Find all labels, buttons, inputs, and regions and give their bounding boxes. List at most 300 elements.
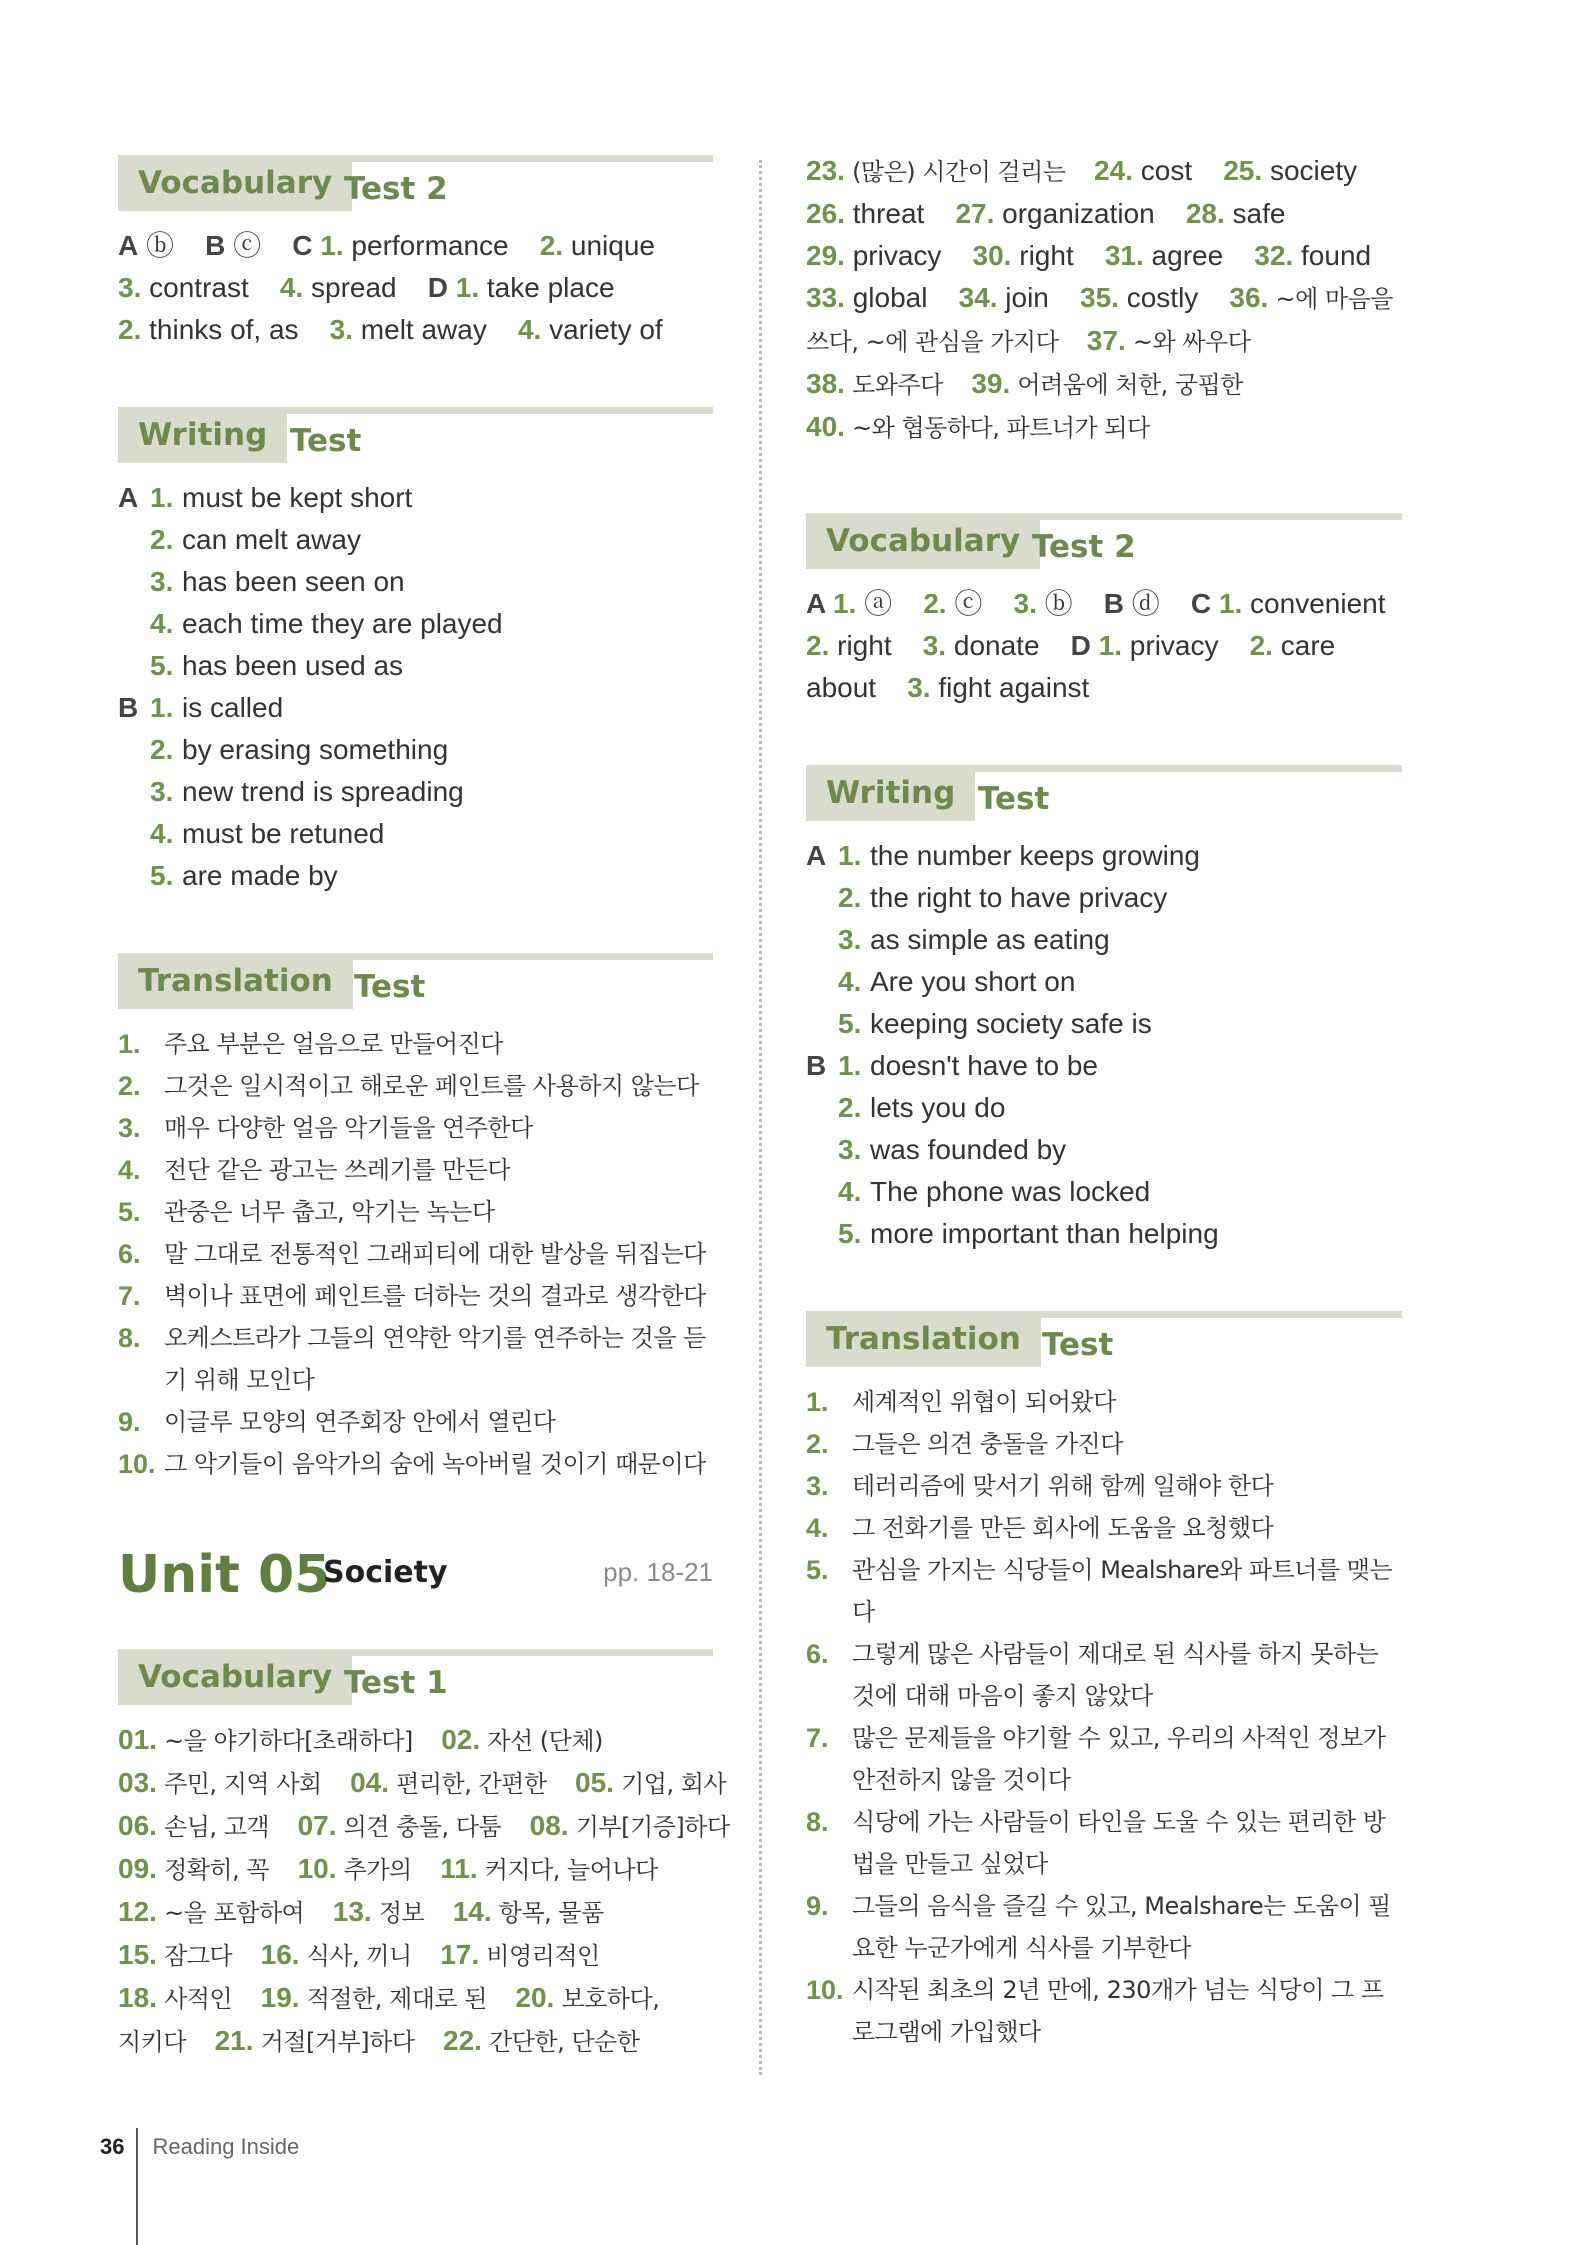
answer-text: has been used as bbox=[182, 650, 404, 681]
translation-item bbox=[118, 1191, 713, 1233]
item-number: 02. bbox=[441, 1724, 481, 1755]
translation-item bbox=[118, 1065, 713, 1107]
part-letter bbox=[806, 1087, 838, 1129]
answer-text: privacy bbox=[844, 240, 973, 271]
translation-text: 주요 부분은 얼음으로 만들어진다 bbox=[164, 1030, 503, 1058]
item-number: 1. bbox=[806, 1387, 829, 1417]
answer-line bbox=[118, 1848, 713, 1891]
answer-line bbox=[118, 1805, 730, 1848]
vocab-test2-section bbox=[118, 155, 713, 351]
item-number: 30. bbox=[972, 240, 1012, 271]
answer-text: organization bbox=[994, 198, 1186, 229]
answer-text: each time they are played bbox=[182, 608, 503, 639]
item-number: 3. bbox=[118, 1113, 141, 1143]
item-number: 13. bbox=[332, 1896, 372, 1927]
translation-item bbox=[118, 1233, 713, 1275]
section-tag: Translation bbox=[118, 953, 353, 1009]
answer-text: ⓒ bbox=[946, 588, 1014, 619]
translation-item bbox=[118, 1317, 713, 1401]
part-letter: A bbox=[806, 840, 827, 871]
answer-text: costly bbox=[1118, 282, 1230, 313]
vocab-test2-section bbox=[806, 513, 1402, 709]
answer-text: has been seen on bbox=[182, 566, 405, 597]
part-letter: B bbox=[806, 1050, 827, 1081]
answer-text: by erasing something bbox=[182, 734, 449, 765]
writing-item bbox=[806, 961, 1402, 1003]
section-test-label: Test 1 bbox=[344, 1665, 448, 1701]
answer-line bbox=[806, 625, 1402, 667]
item-number: 4. bbox=[118, 1155, 141, 1185]
translation-text: 매우 다양한 얼음 악기들을 연주한다 bbox=[164, 1114, 533, 1142]
item-number: 9. bbox=[806, 1891, 829, 1921]
translation-item bbox=[118, 1443, 713, 1485]
item-number: 2. bbox=[1249, 630, 1273, 661]
item-number: 07. bbox=[297, 1810, 337, 1841]
answer-lines bbox=[118, 225, 713, 351]
writing-item bbox=[118, 477, 713, 519]
part-letter bbox=[118, 603, 150, 645]
item-number: 4. bbox=[150, 608, 174, 639]
answer-text: new trend is spreading bbox=[182, 776, 464, 807]
section-test-label: Test bbox=[290, 423, 362, 459]
item-number: 21. bbox=[214, 2025, 254, 2056]
writing-items bbox=[806, 835, 1402, 1255]
answer-text: society bbox=[1262, 155, 1358, 186]
translation-text: 그 전화기를 만든 회사에 도움을 요청했다 bbox=[852, 1514, 1274, 1542]
answer-line bbox=[806, 193, 1402, 235]
item-number: 5. bbox=[806, 1555, 829, 1585]
answer-text: 사적인 bbox=[156, 1985, 261, 2013]
answer-line bbox=[806, 583, 1402, 625]
answer-text: thinks of, as bbox=[141, 314, 330, 345]
item-number: 1. bbox=[825, 588, 857, 619]
answer-line bbox=[118, 1934, 713, 1977]
book-title: Reading Inside bbox=[152, 2134, 300, 2159]
answer-text: 손님, 고객 bbox=[156, 1813, 298, 1841]
answer-text: 간단한, 단순한 bbox=[481, 2028, 640, 2056]
item-number: 3. bbox=[922, 630, 947, 661]
translation-item bbox=[118, 1023, 713, 1065]
writing-section bbox=[806, 765, 1402, 1255]
item-number: 20. bbox=[515, 1982, 555, 2013]
part-letter: D bbox=[1070, 630, 1091, 661]
translation-items bbox=[806, 1381, 1402, 2053]
translation-text: 테러리즘에 맞서기 위해 함께 일해야 한다 bbox=[852, 1472, 1274, 1500]
item-number: 8. bbox=[806, 1807, 829, 1837]
part-letter bbox=[806, 1171, 838, 1213]
item-number: 35. bbox=[1080, 282, 1119, 313]
part-letter: C bbox=[292, 230, 313, 261]
translation-text: 식당에 가는 사람들이 타인을 도울 수 있는 편리한 방법을 만들고 싶었다 bbox=[852, 1808, 1386, 1878]
translation-text: 이글루 모양의 연주회장 안에서 열린다 bbox=[164, 1408, 556, 1436]
section-header bbox=[118, 407, 713, 467]
item-number: 1. bbox=[150, 692, 174, 723]
item-number: 1. bbox=[312, 230, 344, 261]
section-header bbox=[806, 765, 1402, 825]
item-number: 10. bbox=[297, 1853, 337, 1884]
item-number: 22. bbox=[443, 2025, 482, 2056]
item-number: 06. bbox=[118, 1810, 157, 1841]
answer-text: threat bbox=[844, 198, 956, 229]
item-number: 2. bbox=[150, 524, 174, 555]
item-number: 26. bbox=[806, 198, 845, 229]
section-tag: Translation bbox=[806, 1311, 1041, 1367]
item-number: 3. bbox=[907, 672, 931, 703]
answer-text: ~와 싸우다 bbox=[1125, 328, 1251, 356]
item-number: 15. bbox=[118, 1939, 157, 1970]
item-number: 25. bbox=[1223, 155, 1263, 186]
answer-text: safe bbox=[1224, 198, 1286, 229]
translation-text: 세계적인 위협이 되어왔다 bbox=[852, 1388, 1116, 1416]
item-number: 4. bbox=[838, 1176, 862, 1207]
part-letter bbox=[118, 645, 150, 687]
item-number: 8. bbox=[118, 1323, 141, 1353]
answer-text: 보호하다, bbox=[554, 1985, 660, 2013]
item-number: 2. bbox=[838, 882, 862, 913]
answer-text: found bbox=[1293, 240, 1372, 271]
section-test-label: Test bbox=[978, 781, 1050, 817]
section-test-label: Test 2 bbox=[1032, 529, 1136, 565]
writing-item bbox=[118, 561, 713, 603]
item-number: 40. bbox=[806, 411, 845, 442]
translation-item bbox=[806, 1717, 1402, 1801]
answer-line bbox=[806, 150, 1402, 193]
item-number: 4. bbox=[279, 272, 304, 303]
translation-items bbox=[118, 1023, 713, 1485]
part-letter bbox=[118, 519, 150, 561]
part-letter bbox=[806, 961, 838, 1003]
answer-text: 비영리적인 bbox=[479, 1942, 600, 1970]
answer-text: convenient bbox=[1242, 588, 1386, 619]
answer-text: ⓐ bbox=[856, 588, 924, 619]
item-number: 16. bbox=[260, 1939, 300, 1970]
answer-text: ~을 야기하다[초래하다] bbox=[156, 1727, 442, 1755]
unit-title: Unit 05 bbox=[118, 1545, 331, 1605]
translation-text: 관심을 가지는 식당들이 Mealshare와 파트너를 맺는다 bbox=[852, 1556, 1393, 1626]
item-number: 5. bbox=[838, 1218, 862, 1249]
translation-section bbox=[806, 1311, 1402, 2053]
writing-section bbox=[118, 407, 713, 897]
answer-text: 항목, 물품 bbox=[491, 1899, 604, 1927]
writing-item bbox=[806, 1087, 1402, 1129]
answer-text: is called bbox=[182, 692, 284, 723]
left-column bbox=[118, 155, 730, 2119]
writing-item bbox=[806, 1171, 1402, 1213]
answer-text: ⓒ bbox=[225, 230, 293, 261]
answer-line bbox=[806, 363, 1402, 406]
item-number: 4. bbox=[806, 1513, 829, 1543]
item-number: 1. bbox=[1211, 588, 1243, 619]
item-number: 10. bbox=[118, 1449, 156, 1479]
translation-item bbox=[806, 1885, 1402, 1969]
section-tag: Writing bbox=[118, 407, 287, 463]
item-number: 4. bbox=[838, 966, 862, 997]
section-header bbox=[806, 513, 1402, 573]
answer-text: was founded by bbox=[870, 1134, 1067, 1165]
item-number: 19. bbox=[260, 1982, 300, 2013]
answer-line bbox=[118, 225, 713, 267]
answer-text: 의견 충돌, 다툼 bbox=[336, 1813, 530, 1841]
section-tag: Vocabulary bbox=[118, 1649, 352, 1705]
item-number: 11. bbox=[440, 1853, 478, 1884]
item-number: 03. bbox=[118, 1767, 157, 1798]
unit-pages: pp. 18-21 bbox=[603, 1557, 713, 1587]
answer-text: 주민, 지역 사회 bbox=[156, 1770, 351, 1798]
answer-text: 어려움에 처한, 궁핍한 bbox=[1010, 371, 1243, 399]
writing-item bbox=[806, 1003, 1402, 1045]
translation-item bbox=[806, 1801, 1402, 1885]
answer-text: 정확히, 꼭 bbox=[156, 1856, 298, 1884]
answer-lines bbox=[118, 1719, 730, 2063]
writing-item bbox=[118, 645, 713, 687]
answer-text: the right to have privacy bbox=[870, 882, 1168, 913]
translation-text: 벽이나 표면에 페인트를 더하는 것의 결과로 생각한다 bbox=[164, 1282, 706, 1310]
item-number: 4. bbox=[517, 314, 542, 345]
part-letter bbox=[806, 1003, 838, 1045]
item-number: 10. bbox=[806, 1975, 844, 2005]
part-letter bbox=[806, 919, 838, 961]
item-number: 1. bbox=[838, 840, 862, 871]
answer-text: about bbox=[806, 672, 908, 703]
item-number: 1. bbox=[447, 272, 480, 303]
translation-item bbox=[118, 1149, 713, 1191]
answer-text: 잠그다 bbox=[156, 1942, 261, 1970]
translation-text: 그들은 의견 충돌을 가진다 bbox=[852, 1430, 1123, 1458]
item-number: 3. bbox=[838, 1134, 862, 1165]
answer-text: agree bbox=[1143, 240, 1255, 271]
answer-text: more important than helping bbox=[870, 1218, 1219, 1249]
answer-text: 지키다 bbox=[118, 2028, 215, 2056]
translation-text: 관중은 너무 춥고, 악기는 녹는다 bbox=[164, 1198, 495, 1226]
item-number: 2. bbox=[923, 588, 947, 619]
answer-lines bbox=[806, 150, 1402, 449]
translation-item bbox=[806, 1969, 1402, 2053]
answer-text: The phone was locked bbox=[870, 1176, 1151, 1207]
item-number: 2. bbox=[150, 734, 174, 765]
part-letter: B bbox=[205, 230, 226, 261]
writing-item bbox=[118, 771, 713, 813]
answer-line bbox=[806, 406, 1402, 449]
answer-text: doesn't have to be bbox=[870, 1050, 1098, 1081]
item-number: 2. bbox=[806, 1429, 829, 1459]
item-number: 9. bbox=[118, 1407, 141, 1437]
writing-item bbox=[118, 729, 713, 771]
item-number: 6. bbox=[118, 1239, 141, 1269]
item-number: 33. bbox=[806, 282, 845, 313]
vocab-test1-section bbox=[118, 1649, 730, 2063]
writing-item bbox=[806, 835, 1402, 877]
item-number: 01. bbox=[118, 1724, 157, 1755]
answer-text: ⓑ bbox=[1036, 588, 1104, 619]
item-number: 31. bbox=[1104, 240, 1144, 271]
translation-item bbox=[806, 1507, 1402, 1549]
item-number: 1. bbox=[1090, 630, 1123, 661]
item-number: 2. bbox=[118, 1071, 141, 1101]
item-number: 17. bbox=[440, 1939, 480, 1970]
column-divider bbox=[759, 160, 762, 2075]
translation-item bbox=[118, 1107, 713, 1149]
item-number: 05. bbox=[575, 1767, 614, 1798]
answer-text: ⓓ bbox=[1124, 588, 1191, 619]
translation-section bbox=[118, 953, 713, 1485]
translation-item bbox=[806, 1423, 1402, 1465]
answer-text: unique bbox=[563, 230, 655, 261]
item-number: 1. bbox=[838, 1050, 862, 1081]
item-number: 2. bbox=[838, 1092, 862, 1123]
answer-text: 적절한, 제대로 된 bbox=[299, 1985, 516, 2013]
item-number: 7. bbox=[806, 1723, 829, 1753]
translation-text: 전단 같은 광고는 쓰레기를 만든다 bbox=[164, 1156, 511, 1184]
answer-text: care bbox=[1272, 630, 1336, 661]
writing-item bbox=[806, 1045, 1402, 1087]
item-number: 5. bbox=[838, 1008, 862, 1039]
item-number: 38. bbox=[806, 368, 845, 399]
part-letter: C bbox=[1190, 588, 1212, 619]
answer-line bbox=[118, 1891, 713, 1934]
part-letter bbox=[118, 771, 150, 813]
answer-text: 쓰다, ~에 관심을 가지다 bbox=[806, 328, 1087, 356]
answer-text: fight against bbox=[930, 672, 1090, 703]
item-number: 28. bbox=[1185, 198, 1225, 229]
writing-item bbox=[118, 855, 713, 897]
item-number: 5. bbox=[118, 1197, 141, 1227]
answer-text: must be kept short bbox=[182, 482, 413, 513]
part-letter bbox=[806, 877, 838, 919]
answer-text: right bbox=[829, 630, 923, 661]
answer-text: Are you short on bbox=[870, 966, 1076, 997]
translation-item bbox=[806, 1633, 1402, 1717]
answer-text: spread bbox=[303, 272, 428, 303]
item-number: 2. bbox=[118, 314, 142, 345]
answer-text: ~에 마음을 bbox=[1268, 285, 1393, 313]
translation-item bbox=[806, 1549, 1402, 1633]
writing-items bbox=[118, 477, 713, 897]
answer-line bbox=[118, 1977, 713, 2020]
answer-text: 거절[거부]하다 bbox=[253, 2028, 443, 2056]
translation-text: 그렇게 많은 사람들이 제대로 된 식사를 하지 못하는 것에 대해 마음이 좋지 않았다 bbox=[852, 1640, 1379, 1710]
answer-text: performance bbox=[343, 230, 540, 261]
item-number: 6. bbox=[806, 1639, 829, 1669]
writing-item bbox=[806, 1213, 1402, 1255]
section-header bbox=[118, 155, 713, 215]
item-number: 5. bbox=[150, 650, 174, 681]
translation-item bbox=[118, 1275, 713, 1317]
answer-text: 추가의 bbox=[336, 1856, 441, 1884]
item-number: 37. bbox=[1086, 325, 1126, 356]
item-number: 04. bbox=[350, 1767, 390, 1798]
part-letter bbox=[118, 561, 150, 603]
section-tag: Vocabulary bbox=[118, 155, 352, 211]
item-number: 36. bbox=[1229, 282, 1269, 313]
item-number: 39. bbox=[971, 368, 1011, 399]
answer-text: 도와주다 bbox=[844, 371, 972, 399]
item-number: 24. bbox=[1094, 155, 1133, 186]
item-number: 09. bbox=[118, 1853, 157, 1884]
answer-text: variety of bbox=[541, 314, 663, 345]
translation-text: 그것은 일시적이고 해로운 페인트를 사용하지 않는다 bbox=[164, 1072, 699, 1100]
answer-line bbox=[806, 235, 1402, 277]
part-letter: B bbox=[118, 692, 139, 723]
answer-text: 식사, 끼니 bbox=[299, 1942, 441, 1970]
section-test-label: Test bbox=[354, 969, 426, 1005]
part-letter: A bbox=[118, 230, 139, 261]
section-test-label: Test 2 bbox=[344, 171, 448, 207]
writing-item bbox=[806, 919, 1402, 961]
part-letter bbox=[806, 1129, 838, 1171]
answer-line bbox=[118, 267, 713, 309]
unit-header bbox=[118, 1545, 713, 1615]
translation-text: 말 그대로 전통적인 그래피티에 대한 발상을 뒤집는다 bbox=[164, 1240, 706, 1268]
item-number: 3. bbox=[150, 776, 174, 807]
answer-text: 기업, 회사 bbox=[613, 1770, 727, 1798]
item-number: 3. bbox=[329, 314, 354, 345]
translation-text: 그 악기들이 음악가의 숨에 녹아버릴 것이기 때문이다 bbox=[164, 1450, 706, 1478]
writing-item bbox=[806, 877, 1402, 919]
item-number: 5. bbox=[150, 860, 174, 891]
item-number: 32. bbox=[1254, 240, 1294, 271]
writing-item bbox=[806, 1129, 1402, 1171]
answer-text: ~을 포함하여 bbox=[156, 1899, 333, 1927]
writing-item bbox=[118, 687, 713, 729]
answer-text: are made by bbox=[182, 860, 338, 891]
answer-text: keeping society safe is bbox=[870, 1008, 1152, 1039]
translation-text: 많은 문제들을 야기할 수 있고, 우리의 사적인 정보가 안전하지 않을 것이다 bbox=[852, 1724, 1386, 1794]
item-number: 3. bbox=[1013, 588, 1037, 619]
translation-text: 오케스트라가 그들의 연약한 악기를 연주하는 것을 듣기 위해 모인다 bbox=[164, 1324, 706, 1394]
item-number: 14. bbox=[452, 1896, 492, 1927]
part-letter: B bbox=[1103, 588, 1124, 619]
answer-text: global bbox=[844, 282, 959, 313]
page-footer bbox=[100, 2134, 299, 2160]
answer-text: ~와 협동하다, 파트너가 되다 bbox=[844, 414, 1150, 442]
item-number: 4. bbox=[150, 818, 174, 849]
answer-line bbox=[806, 320, 1402, 363]
answer-text: join bbox=[997, 282, 1080, 313]
part-letter bbox=[118, 855, 150, 897]
translation-item bbox=[118, 1401, 713, 1443]
answer-text: lets you do bbox=[870, 1092, 1006, 1123]
writing-item bbox=[118, 813, 713, 855]
item-number: 27. bbox=[955, 198, 995, 229]
answer-text: 기부[기증]하다 bbox=[568, 1813, 730, 1841]
section-tag: Vocabulary bbox=[806, 513, 1040, 569]
writing-item bbox=[118, 519, 713, 561]
answer-text: 자선 (단체) bbox=[480, 1727, 603, 1755]
answer-text: 정보 bbox=[371, 1899, 453, 1927]
item-number: 08. bbox=[529, 1810, 569, 1841]
part-letter bbox=[118, 729, 150, 771]
part-letter bbox=[118, 813, 150, 855]
item-number: 23. bbox=[806, 155, 845, 186]
answer-line bbox=[118, 309, 713, 351]
answer-text: privacy bbox=[1122, 630, 1250, 661]
translation-item bbox=[806, 1465, 1402, 1507]
part-letter: A bbox=[806, 588, 826, 619]
item-number: 7. bbox=[118, 1281, 141, 1311]
vocab-test1-continued bbox=[806, 150, 1402, 449]
answer-text: (많은) 시간이 걸리는 bbox=[844, 158, 1095, 186]
answer-text: as simple as eating bbox=[870, 924, 1110, 955]
answer-text: can melt away bbox=[182, 524, 361, 555]
part-letter: A bbox=[118, 482, 139, 513]
right-column bbox=[806, 150, 1402, 2109]
item-number: 2. bbox=[539, 230, 564, 261]
section-header bbox=[806, 1311, 1402, 1371]
item-number: 1. bbox=[150, 482, 174, 513]
answer-text: take place bbox=[479, 272, 615, 303]
section-test-label: Test bbox=[1042, 1327, 1114, 1363]
section-header bbox=[118, 953, 713, 1013]
